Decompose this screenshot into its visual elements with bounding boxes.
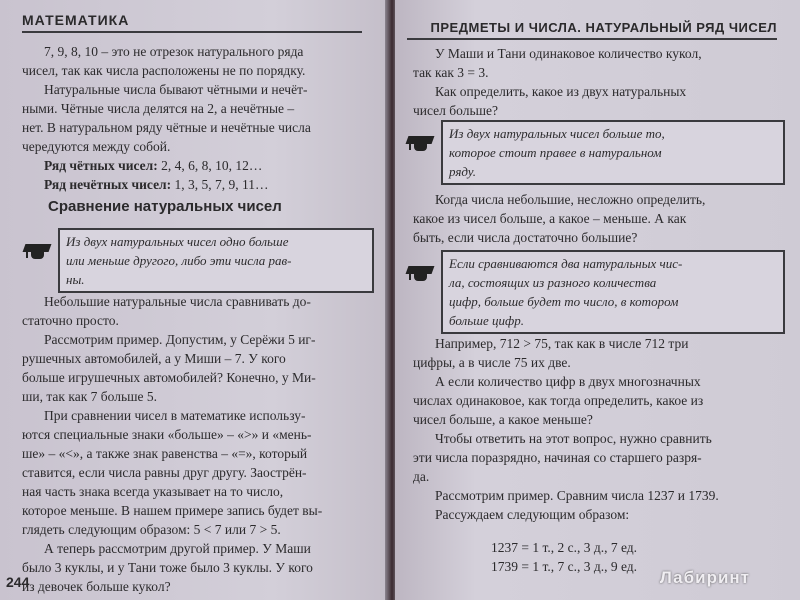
text-line: А теперь рассмотрим другой пример. У Маши bbox=[44, 541, 311, 556]
graduation-cap-icon bbox=[407, 132, 435, 154]
rule-line: ряду. bbox=[449, 164, 476, 179]
text-line: цифры, а в числе 75 их две. bbox=[413, 355, 571, 370]
text-line: из девочек больше кукол? bbox=[22, 579, 171, 594]
text-line: больше игрушечных автомобилей? Конечно, у Ми- bbox=[22, 370, 316, 385]
rule-line: или меньше другого, либо эти числа рав- bbox=[66, 253, 292, 268]
text-line: эти числа поразрядно, начиная со старшего разря- bbox=[413, 450, 702, 465]
text-line: При сравнении чисел в математике использу- bbox=[44, 408, 306, 423]
graduation-cap-icon bbox=[407, 262, 435, 284]
text-line: Когда числа небольшие, несложно определить, bbox=[435, 192, 706, 207]
text-line: ставится, если числа равны друг другу. Заострён- bbox=[22, 465, 307, 480]
text-line: У Маши и Тани одинаковое количество кукол, bbox=[435, 46, 702, 61]
rule-line: Из двух натуральных чисел больше то, bbox=[449, 126, 665, 141]
rule-box bbox=[58, 228, 374, 293]
text-line: Чтобы ответить на этот вопрос, нужно сравнить bbox=[435, 431, 712, 446]
text-line: так как 3 = 3. bbox=[413, 65, 489, 80]
text-line: Рассмотрим пример. Допустим, у Серёжи 5 иг- bbox=[44, 332, 316, 347]
text-line: было 3 куклы, и у Тани тоже было 3 куклы. У кого bbox=[22, 560, 313, 575]
text-line: 7, 9, 8, 10 – это не отрезок натурального ряда bbox=[44, 44, 304, 59]
text-line: чередуются между собой. bbox=[22, 139, 171, 154]
text-line: какое из чисел больше, а какое – меньше. А как bbox=[413, 211, 687, 226]
text-line: глядеть следующим образом: 5 < 7 или 7 > 5. bbox=[22, 522, 281, 537]
odd-values: 1, 3, 5, 7, 9, 11… bbox=[174, 177, 269, 192]
text-line: числах одинаковое, как тогда определить, какое из bbox=[413, 393, 704, 408]
rule-line: ла, состоящих из разного количества bbox=[449, 275, 657, 290]
question-paragraph bbox=[413, 190, 783, 247]
right-page bbox=[395, 0, 800, 600]
rule-line: Из двух натуральных чисел одно больше bbox=[66, 234, 289, 249]
left-page bbox=[0, 0, 392, 600]
odd-row bbox=[22, 175, 367, 194]
running-header-left: МАТЕМАТИКА bbox=[22, 12, 362, 33]
text-line: Небольшие натуральные числа сравнивать до- bbox=[44, 294, 311, 309]
text-line: ная часть знака всегда указывает на то число, bbox=[22, 484, 284, 499]
even-row bbox=[22, 156, 367, 175]
text-line: ются специальные знаки «больше» – «>» и «мень- bbox=[22, 427, 312, 442]
rule-box bbox=[441, 120, 785, 185]
text-line: да. bbox=[413, 469, 430, 484]
intro-paragraph bbox=[22, 42, 367, 194]
text-line: статочно просто. bbox=[22, 313, 119, 328]
text-line: Рассмотрим пример. Сравним числа 1237 и 1739. bbox=[435, 488, 719, 503]
text-line: ше» – «<», а также знак равенства – «=», который bbox=[22, 446, 308, 461]
text-line: Например, 712 > 75, так как в числе 712 три bbox=[435, 336, 689, 351]
rule-line: цифр, больше будет то число, в котором bbox=[449, 294, 679, 309]
text-line: чисел больше, а какое меньше? bbox=[413, 412, 593, 427]
text-line: А если количество цифр в двух многозначных bbox=[435, 374, 701, 389]
text-line: Как определить, какое из двух натуральных bbox=[435, 84, 687, 99]
watermark-logo: Лабиринт bbox=[659, 568, 750, 587]
text-line: чисел, так как числа расположены не по порядку. bbox=[22, 63, 306, 78]
text-line: Натуральные числа бывают чётными и нечёт- bbox=[44, 82, 308, 97]
digits-paragraph bbox=[413, 334, 783, 524]
even-values: 2, 4, 6, 8, 10, 12… bbox=[161, 158, 263, 173]
equation-1739: 1739 = 1 т., 7 с., 3 д., 9 ед. bbox=[491, 559, 638, 574]
rule-line: больше цифр. bbox=[449, 313, 524, 328]
text-line: рушечных автомобилей, а у Миши – 7. У кого bbox=[22, 351, 286, 366]
text-line: чисел больше? bbox=[413, 103, 498, 118]
running-header-right: ПРЕДМЕТЫ И ЧИСЛА. НАТУРАЛЬНЫЙ РЯД ЧИСЕЛ bbox=[407, 20, 777, 40]
text-line: ши, так как 7 больше 5. bbox=[22, 389, 157, 404]
comparison-paragraph bbox=[22, 292, 367, 596]
text-line: нет. В натуральном ряду чётные и нечётные числа bbox=[22, 120, 311, 135]
intro-paragraph-right bbox=[413, 44, 783, 120]
even-label: Ряд чётных чисел: bbox=[44, 158, 158, 173]
odd-label: Ряд нечётных чисел: bbox=[44, 177, 172, 192]
text-line: ными. Чётные числа делятся на 2, а нечётные – bbox=[22, 101, 295, 116]
text-line: которое меньше. В нашем примере запись будет вы- bbox=[22, 503, 323, 518]
text-line: быть, если числа достаточно большие? bbox=[413, 230, 638, 245]
rule-line: Если сравниваются два натуральных чис- bbox=[449, 256, 683, 271]
section-title: Сравнение натуральных чисел bbox=[48, 198, 282, 215]
rule-box bbox=[441, 250, 785, 334]
rule-line: которое стоит правее в натуральном bbox=[449, 145, 662, 160]
page-number: 244 bbox=[6, 574, 30, 590]
equation-1237: 1237 = 1 т., 2 с., 3 д., 7 ед. bbox=[491, 540, 638, 555]
rule-line: ны. bbox=[66, 272, 85, 287]
graduation-cap-icon bbox=[24, 240, 52, 262]
text-line: Рассуждаем следующим образом: bbox=[435, 507, 630, 522]
